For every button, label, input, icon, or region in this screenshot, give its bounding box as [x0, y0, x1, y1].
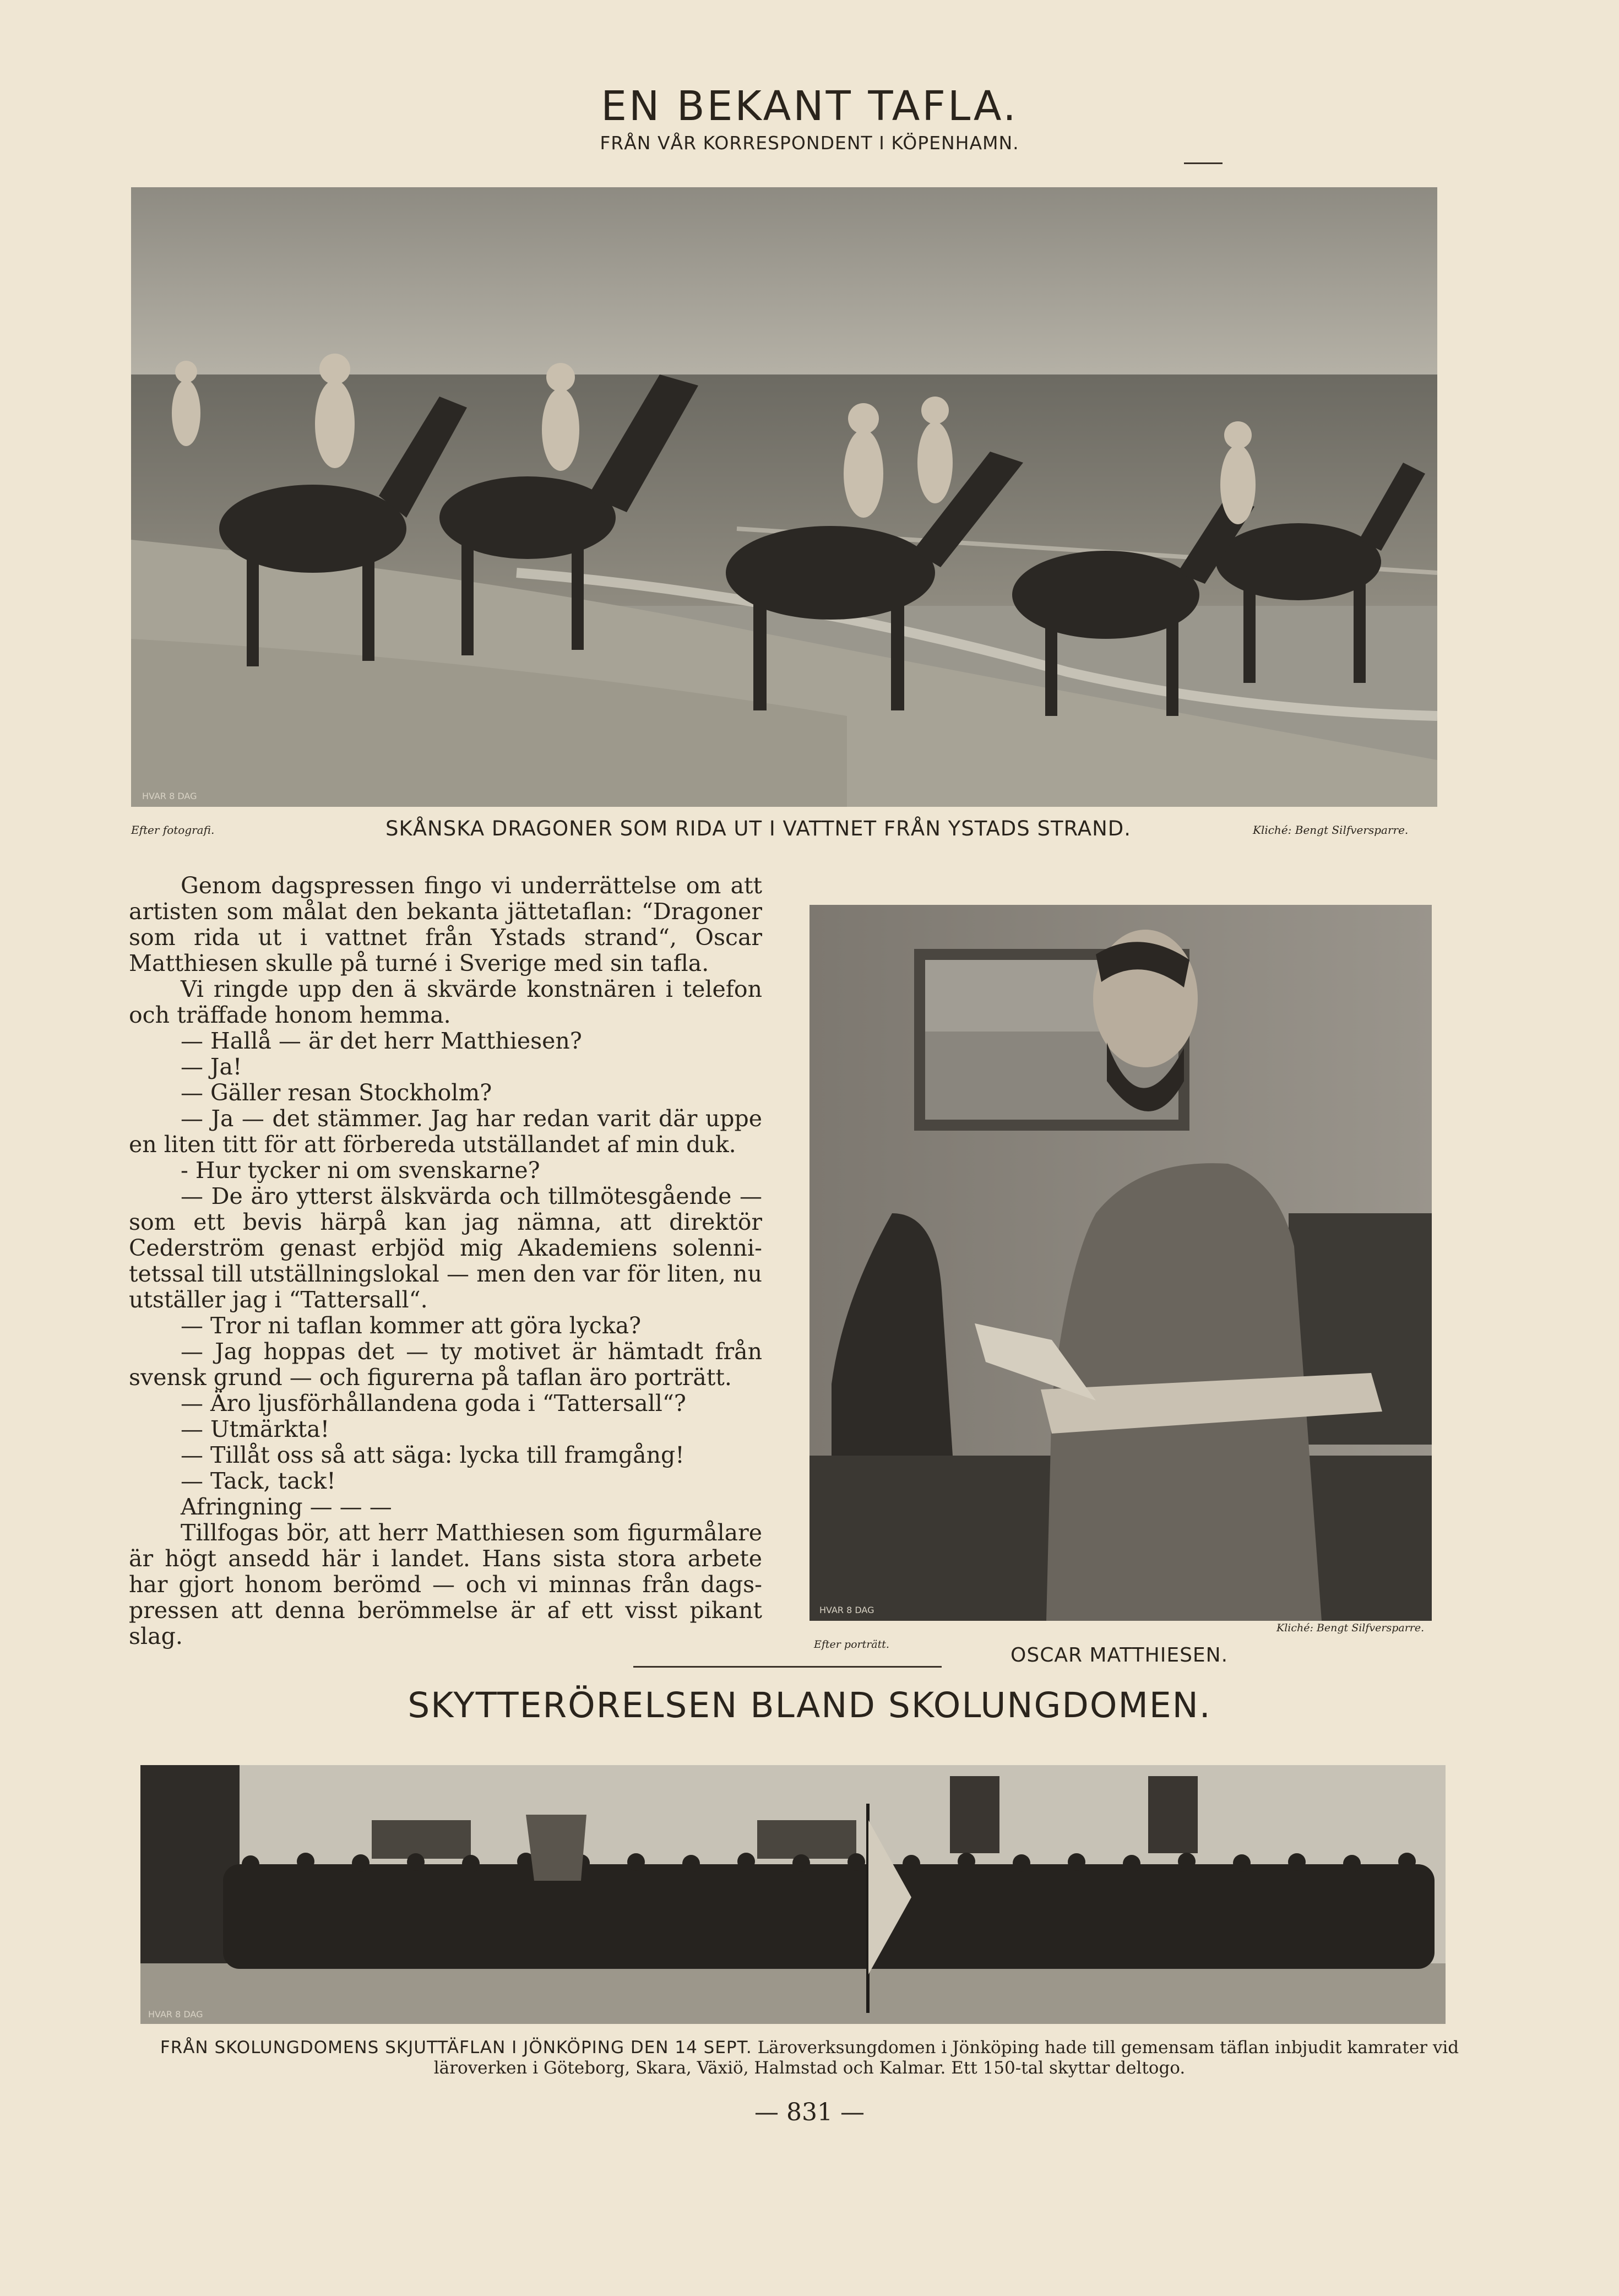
photo1-caption: SKÅNSKA DRAGONER SOM RIDA UT I VATTNET FRÅN YSTADS STRAND. — [385, 817, 1132, 840]
photo2-watermark: HVAR 8 DAG — [819, 1605, 874, 1615]
paragraph: Tillfogas bör, att herr Matthiesen som figurmålare är högt ansedd här i landet. Hans sista stora arbete har gjort honom berömd — och vi minnas från dags-pressen att denna berömmelse är af ett visst pikant slag. — [129, 1519, 762, 1649]
dialogue-line: — Tillåt oss så att säga: lycka till framgång! — [181, 1442, 684, 1468]
dialogue-line: — Tack, tack! — [181, 1468, 336, 1494]
photo1-credit-left: Efter fotografi. — [131, 823, 215, 837]
photo2-caption: OSCAR MATTHIESEN. — [1010, 1644, 1229, 1667]
dialogue-line: — Ja — det stämmer. Jag har redan varit där uppe en liten titt för att förbereda utställandet af min duk. — [129, 1105, 762, 1158]
dialogue-line: — Tror ni taflan kommer att göra lycka? — [181, 1312, 642, 1339]
dialogue-line: — Äro ljusförhållandena goda i “Tattersall“? — [181, 1390, 686, 1416]
dialogue-line: — Utmärkta! — [181, 1416, 330, 1442]
paragraph: Genom dagspressen fingo vi underrättelse om att artisten som målat den bekanta jättetaflan: “Dragoner som rida ut i vattnet från Ystads strand“, Oscar Matthiesen skulle på turné i Sverige med sin tafla. — [129, 872, 762, 976]
photo3-caption-lead: FRÅN SKOLUNGDOMENS SKJUTTÄFLAN I JÖNKÖPING DEN 14 SEPT. — [160, 2038, 752, 2058]
section-heading: SKYTTERÖRELSEN BLAND SKOLUNGDOMEN. — [408, 1685, 1211, 1725]
section-divider — [633, 1666, 942, 1668]
dragoons-photo — [131, 187, 1437, 807]
photo3-caption — [127, 2038, 1492, 2078]
article-body — [129, 873, 762, 1649]
photo2-credit-left: Efter porträtt. — [814, 1638, 889, 1651]
article-title: EN BEKANT TAFLA. — [601, 83, 1018, 130]
dialogue-line: — Ja! — [181, 1054, 242, 1080]
students-group-photo — [140, 1765, 1446, 2024]
photo1-credit-right: Kliché: Bengt Silfversparre. — [1253, 823, 1409, 837]
dialogue-line: Afringning — — — — [181, 1494, 392, 1520]
photo1-watermark: HVAR 8 DAG — [142, 791, 197, 801]
page-number: — 831 — — [754, 2098, 865, 2126]
dialogue-line: — Gäller resan Stockholm? — [181, 1079, 492, 1106]
photo2-credit-right: Kliché: Bengt Silfversparre. — [1276, 1622, 1425, 1634]
dialogue-line: — Hallå — är det herr Matthiesen? — [181, 1028, 582, 1054]
short-rule — [1184, 162, 1223, 164]
photo3-caption-text: Läroverksungdomen i Jönköping hade till gemensam täflan inbjudit kamrater vid läroverken i Göteborg, Skara, Växiö, Halmstad och Kalmar. Ett 150-tal skyttar deltogo. — [433, 2038, 1459, 2078]
portrait-photo — [810, 905, 1432, 1621]
article-subtitle: FRÅN VÅR KORRESPONDENT I KÖPENHAMN. — [600, 132, 1019, 154]
photo3-watermark: HVAR 8 DAG — [148, 2009, 203, 2020]
dialogue-line: — De äro ytterst älskvärda och tillmötesgående — som ett bevis härpå kan jag nämna, att direktör Cederström genast erbjöd mig Akademiens solenni-tetssal till utställningslokal — men den var för liten, nu utställer jag i “Tattersall“. — [129, 1183, 762, 1313]
paragraph: Vi ringde upp den ä skvärde konstnären i telefon och träffade honom hemma. — [129, 976, 762, 1028]
dialogue-line: — Jag hoppas det — ty motivet är hämtadt från svensk grund — och figurerna på taflan äro porträtt. — [129, 1338, 762, 1391]
dialogue-line: - Hur tycker ni om svenskarne? — [181, 1157, 540, 1184]
